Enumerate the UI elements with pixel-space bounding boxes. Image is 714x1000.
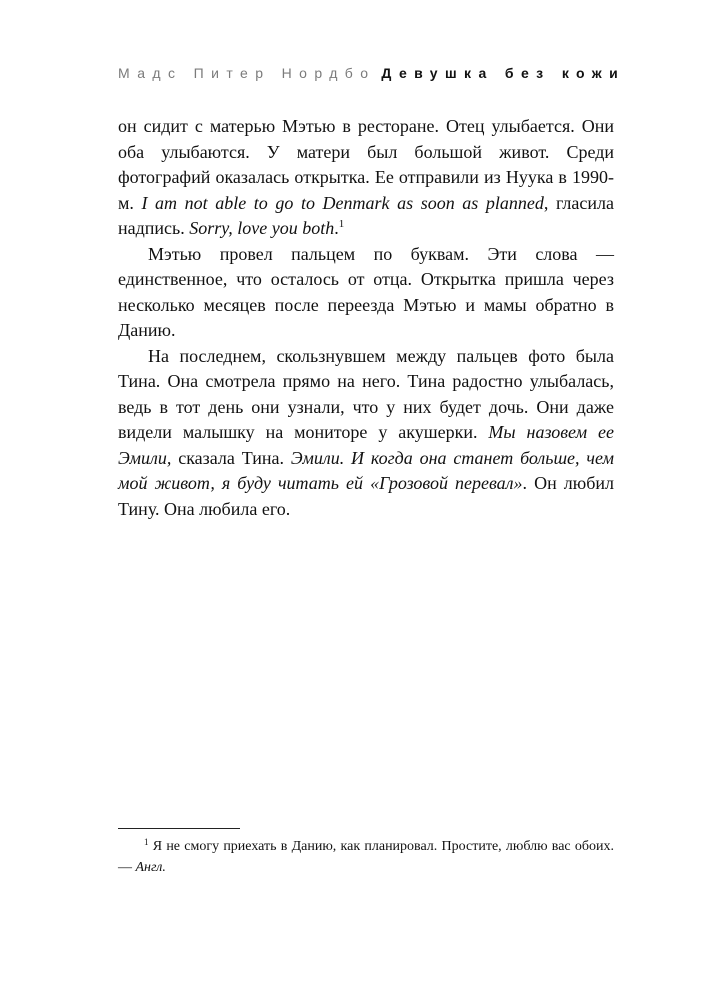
body-text — [118, 114, 614, 522]
running-head — [118, 64, 626, 82]
paragraph-1-english-phrase-a: I am not able to go to Denmark as soon as planned — [141, 192, 544, 213]
paragraph-1-text-c: . — [334, 218, 339, 238]
paragraph-1 — [118, 114, 614, 242]
footnote-source: Англ. — [135, 860, 166, 875]
paragraph-3-italic-a: Мы назовем ее Эмили, — [118, 422, 614, 468]
paragraph-3-text-b: сказала Тина. — [171, 447, 291, 468]
paragraph-3-text-a: На последнем, скользнувшем между пальцев фото была Тина. Она смотрела прямо на него. Тина радостно улыбалась, ведь в тот день они узнали, что у них будет дочь. Они даже видели малышку на мониторе у акушерки. — [118, 345, 614, 442]
running-head-author: Мадс Питер Нордбо — [118, 65, 376, 81]
paragraph-3-text-c: . Он любил Тину. Она любила его. — [118, 473, 614, 519]
paragraph-1-english-phrase-b: Sorry, love you both — [189, 218, 335, 238]
paragraph-2: Мэтью провел пальцем по буквам. Эти слова — единственное, что осталось от отца. Открытка пришла через несколько месяцев после переезда Мэтью и мамы обратно в Данию. — [118, 243, 614, 340]
footnote-marker: 1 — [144, 837, 149, 847]
footnote-text: Я не смогу приехать в Данию, как планировал. Простите, люблю вас обоих. — — [118, 839, 614, 875]
paragraph-1-text-b: , гласила надпись. — [118, 192, 614, 238]
footnote — [118, 836, 614, 878]
paragraph-3-italic-b: Эмили. И когда она станет больше, чем мой живот, я буду читать ей «Грозовой перевал» — [118, 447, 614, 493]
footnote-divider — [118, 828, 240, 829]
paragraph-3 — [118, 344, 614, 523]
running-head-title: Девушка без кожи — [381, 65, 626, 81]
footnote-reference: 1 — [338, 218, 345, 230]
paragraph-1-text-a: он сидит с матерью Мэтью в ресторане. Отец улыбается. Они оба улыбаются. У матери был большой живот. Среди фотографий оказалась открытка. Ее отправили из Нуука в 1990-м. — [118, 116, 614, 213]
